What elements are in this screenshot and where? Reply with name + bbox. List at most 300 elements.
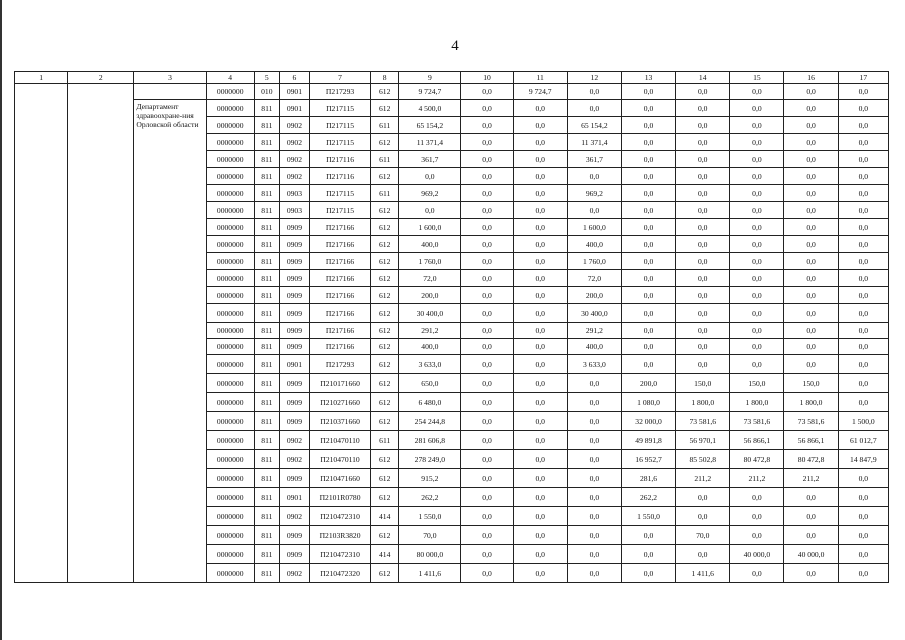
table-cell: 0,0 <box>784 253 838 270</box>
table-cell: 150,0 <box>730 374 784 393</box>
table-cell: 0,0 <box>676 545 730 564</box>
table-cell: 0,0 <box>730 270 784 287</box>
table-cell: 612 <box>371 134 399 151</box>
table-cell: 0,0 <box>676 323 730 339</box>
table-cell: 1 411,6 <box>399 564 461 583</box>
column-header: 9 <box>399 72 461 84</box>
table-cell: 0,0 <box>838 236 888 253</box>
table-cell: 4 500,0 <box>399 100 461 117</box>
table-cell: 0909 <box>279 393 309 412</box>
table-cell: 0,0 <box>461 488 513 507</box>
table-cell: 0,0 <box>461 545 513 564</box>
table-cell: П217166 <box>309 253 370 270</box>
table-cell: 0902 <box>279 431 309 450</box>
table-cell: 611 <box>371 185 399 202</box>
table-cell: 0000000 <box>206 84 254 100</box>
table-cell: 010 <box>254 84 279 100</box>
table-cell: 0000000 <box>206 185 254 202</box>
table-cell: П217293 <box>309 84 370 100</box>
table-cell: 0,0 <box>838 100 888 117</box>
table-cell: 811 <box>254 100 279 117</box>
table-cell: 0000000 <box>206 393 254 412</box>
table-cell: П2103R3820 <box>309 526 370 545</box>
table-cell: 0,0 <box>461 564 513 583</box>
table-cell: 811 <box>254 507 279 526</box>
table-cell: П2101R0780 <box>309 488 370 507</box>
table-cell: 0,0 <box>567 168 621 185</box>
col-2-cell <box>68 84 134 583</box>
table-cell: 40 000,0 <box>784 545 838 564</box>
table-cell: 0,0 <box>784 507 838 526</box>
table-cell: 72,0 <box>567 270 621 287</box>
table-cell: 811 <box>254 253 279 270</box>
table-cell: 0,0 <box>730 134 784 151</box>
table-cell: 0909 <box>279 219 309 236</box>
table-cell: П217115 <box>309 100 370 117</box>
table-cell: 0,0 <box>621 236 675 253</box>
table-cell: 0,0 <box>676 100 730 117</box>
table-cell: 612 <box>371 253 399 270</box>
table-cell: 0,0 <box>730 117 784 134</box>
table-cell: 262,2 <box>399 488 461 507</box>
table-cell: 0,0 <box>621 100 675 117</box>
table-cell: 612 <box>371 564 399 583</box>
table-cell: 400,0 <box>567 236 621 253</box>
table-cell: 0,0 <box>838 134 888 151</box>
table-cell: П217166 <box>309 270 370 287</box>
table-cell: 0,0 <box>513 185 567 202</box>
table-cell: 262,2 <box>621 488 675 507</box>
table-cell: 0,0 <box>461 393 513 412</box>
table-cell: 0,0 <box>567 488 621 507</box>
table-cell: 0,0 <box>838 526 888 545</box>
table-cell: 612 <box>371 168 399 185</box>
table-cell: 0,0 <box>784 287 838 304</box>
table-cell: 0,0 <box>567 507 621 526</box>
table-cell: 0,0 <box>399 168 461 185</box>
table-cell: 0,0 <box>730 100 784 117</box>
column-header: 4 <box>206 72 254 84</box>
table-cell: 0,0 <box>513 488 567 507</box>
table-cell: 0,0 <box>513 374 567 393</box>
table-cell: 40 000,0 <box>730 545 784 564</box>
table-cell: 0,0 <box>730 185 784 202</box>
table-cell: 3 633,0 <box>399 355 461 374</box>
table-cell: 1 550,0 <box>621 507 675 526</box>
table-cell: 0,0 <box>461 469 513 488</box>
table-cell: 0,0 <box>676 117 730 134</box>
table-cell: 0,0 <box>513 339 567 355</box>
table-cell: 0,0 <box>784 355 838 374</box>
column-header: 12 <box>567 72 621 84</box>
table-cell: 811 <box>254 526 279 545</box>
table-cell: 0,0 <box>838 202 888 219</box>
table-cell: 612 <box>371 236 399 253</box>
table-cell: 0,0 <box>838 564 888 583</box>
table-cell: 0,0 <box>461 304 513 323</box>
table-cell: 0,0 <box>513 564 567 583</box>
table-cell: 811 <box>254 564 279 583</box>
table-cell: 0,0 <box>784 526 838 545</box>
table-cell: 281,6 <box>621 469 675 488</box>
table-cell: 0,0 <box>784 219 838 236</box>
table-cell: 0,0 <box>513 100 567 117</box>
table-cell: П217166 <box>309 323 370 339</box>
table-cell: 281 606,8 <box>399 431 461 450</box>
table-cell: 0909 <box>279 323 309 339</box>
table-cell: 612 <box>371 355 399 374</box>
table-cell: 0,0 <box>676 84 730 100</box>
table-cell: 65 154,2 <box>399 117 461 134</box>
table-cell: 0,0 <box>838 304 888 323</box>
table-cell: 0000000 <box>206 339 254 355</box>
table-cell: 0,0 <box>621 526 675 545</box>
table-cell: 65 154,2 <box>567 117 621 134</box>
table-cell: П210471660 <box>309 469 370 488</box>
table-cell: 0000000 <box>206 431 254 450</box>
table-cell: 70,0 <box>399 526 461 545</box>
table-cell: 0,0 <box>784 304 838 323</box>
table-cell: 0,0 <box>513 412 567 431</box>
table-cell: 0,0 <box>567 84 621 100</box>
table-cell: 0,0 <box>461 253 513 270</box>
table-cell: 0909 <box>279 339 309 355</box>
table-cell: 0,0 <box>461 507 513 526</box>
table-cell: 0,0 <box>621 323 675 339</box>
table-cell: П217115 <box>309 117 370 134</box>
table-cell: 0,0 <box>461 355 513 374</box>
column-header: 13 <box>621 72 675 84</box>
table-cell: 61 012,7 <box>838 431 888 450</box>
table-cell: 0,0 <box>513 450 567 469</box>
table-cell: 150,0 <box>676 374 730 393</box>
table-cell: 0,0 <box>461 323 513 339</box>
table-cell: 1 600,0 <box>399 219 461 236</box>
table-cell: 0902 <box>279 507 309 526</box>
table-cell: 0,0 <box>838 253 888 270</box>
table-cell: 0000000 <box>206 374 254 393</box>
table-cell: 56 970,1 <box>676 431 730 450</box>
table-cell: 0,0 <box>621 270 675 287</box>
table-cell: 0,0 <box>784 323 838 339</box>
table-cell: 0,0 <box>784 168 838 185</box>
table-cell: 612 <box>371 374 399 393</box>
table-cell: 811 <box>254 202 279 219</box>
column-header: 17 <box>838 72 888 84</box>
table-cell: 414 <box>371 545 399 564</box>
table-cell: 0,0 <box>461 84 513 100</box>
table-cell: 1 760,0 <box>399 253 461 270</box>
table-cell: 0,0 <box>784 100 838 117</box>
table-cell: 612 <box>371 450 399 469</box>
column-header: 5 <box>254 72 279 84</box>
table-cell: 0,0 <box>461 287 513 304</box>
table-cell: П210171660 <box>309 374 370 393</box>
table-cell: 73 581,6 <box>730 412 784 431</box>
table-cell: 0,0 <box>730 488 784 507</box>
table-cell: 211,2 <box>784 469 838 488</box>
table-cell: 0,0 <box>621 253 675 270</box>
table-cell: 612 <box>371 287 399 304</box>
table-cell: П217115 <box>309 134 370 151</box>
table-cell: 650,0 <box>399 374 461 393</box>
table-cell: 0909 <box>279 270 309 287</box>
table-cell: 811 <box>254 134 279 151</box>
table-cell: 0,0 <box>730 339 784 355</box>
table-cell: 0,0 <box>676 185 730 202</box>
table-cell: 0,0 <box>567 374 621 393</box>
table-cell: 0902 <box>279 450 309 469</box>
table-cell: 0,0 <box>461 134 513 151</box>
table-cell: 0,0 <box>730 202 784 219</box>
table-cell: 612 <box>371 100 399 117</box>
table-cell: 0000000 <box>206 287 254 304</box>
table-cell: 0000000 <box>206 507 254 526</box>
table-cell: 612 <box>371 412 399 431</box>
table-cell: 0,0 <box>838 287 888 304</box>
table-cell: 0,0 <box>676 236 730 253</box>
table-cell: 0,0 <box>621 185 675 202</box>
table-cell: 0,0 <box>730 304 784 323</box>
table-cell: 0,0 <box>513 253 567 270</box>
table-cell: 0,0 <box>621 339 675 355</box>
table-cell: 0,0 <box>730 219 784 236</box>
table-cell: П217115 <box>309 202 370 219</box>
column-header: 7 <box>309 72 370 84</box>
column-header: 15 <box>730 72 784 84</box>
table-cell: 0,0 <box>676 202 730 219</box>
table-cell: 612 <box>371 270 399 287</box>
table-cell: 612 <box>371 488 399 507</box>
table-cell: 0,0 <box>513 431 567 450</box>
table-cell: 612 <box>371 304 399 323</box>
table-cell: 0,0 <box>621 545 675 564</box>
table-cell: 1 411,6 <box>676 564 730 583</box>
page-left-edge <box>0 0 2 640</box>
table-cell: 811 <box>254 151 279 168</box>
table-cell: 0,0 <box>461 202 513 219</box>
table-cell: 0000000 <box>206 564 254 583</box>
table-cell: 0,0 <box>567 564 621 583</box>
table-cell: 611 <box>371 431 399 450</box>
page-number: 4 <box>451 38 459 54</box>
table-cell: 811 <box>254 304 279 323</box>
table-cell: 811 <box>254 323 279 339</box>
table-cell: 0000000 <box>206 100 254 117</box>
table-cell: 0,0 <box>838 219 888 236</box>
table-cell: 0909 <box>279 526 309 545</box>
table-cell: 0000000 <box>206 253 254 270</box>
table-cell: 0,0 <box>513 393 567 412</box>
table-cell: 612 <box>371 469 399 488</box>
table-cell: 0000000 <box>206 134 254 151</box>
table-cell: 811 <box>254 236 279 253</box>
table-cell: 0,0 <box>676 270 730 287</box>
table-cell: П217166 <box>309 236 370 253</box>
table-cell: 0000000 <box>206 412 254 431</box>
table-cell: П217166 <box>309 304 370 323</box>
table-cell: 612 <box>371 526 399 545</box>
table-cell: 0,0 <box>461 450 513 469</box>
table-cell: 0,0 <box>621 117 675 134</box>
table-cell: 32 000,0 <box>621 412 675 431</box>
table-cell: 0,0 <box>513 323 567 339</box>
table-cell: 811 <box>254 185 279 202</box>
table-cell: 0,0 <box>676 339 730 355</box>
table-cell: 0,0 <box>676 168 730 185</box>
table-cell: 915,2 <box>399 469 461 488</box>
table-cell: П217116 <box>309 168 370 185</box>
table-cell: 0903 <box>279 185 309 202</box>
table-cell: 1 800,0 <box>676 393 730 412</box>
table-cell: 0000000 <box>206 355 254 374</box>
table-cell: 0,0 <box>784 564 838 583</box>
table-cell: 0,0 <box>730 151 784 168</box>
table-cell: 0,0 <box>784 270 838 287</box>
table-cell: 0,0 <box>461 412 513 431</box>
table-cell: 0901 <box>279 355 309 374</box>
table-cell: 0909 <box>279 253 309 270</box>
table-cell: 11 371,4 <box>399 134 461 151</box>
table-cell: 0,0 <box>621 304 675 323</box>
table-cell: 0,0 <box>676 304 730 323</box>
table-cell: 0,0 <box>513 270 567 287</box>
table-cell: П210470110 <box>309 431 370 450</box>
table-cell: 0,0 <box>676 253 730 270</box>
table-cell: 0909 <box>279 304 309 323</box>
table-cell: 0,0 <box>513 304 567 323</box>
table-cell: 1 800,0 <box>784 393 838 412</box>
table-cell: П210470110 <box>309 450 370 469</box>
table-cell: П217166 <box>309 287 370 304</box>
table-cell: 80 000,0 <box>399 545 461 564</box>
table-cell: 0,0 <box>838 507 888 526</box>
table-cell: 0,0 <box>513 151 567 168</box>
table-cell: 811 <box>254 287 279 304</box>
column-header: 6 <box>279 72 309 84</box>
table-cell: 1 500,0 <box>838 412 888 431</box>
table-cell: П210371660 <box>309 412 370 431</box>
table-cell: 0,0 <box>838 339 888 355</box>
table-cell: П217115 <box>309 185 370 202</box>
table-cell: 56 866,1 <box>730 431 784 450</box>
table-cell: 0902 <box>279 117 309 134</box>
table-cell: 0,0 <box>461 431 513 450</box>
table-cell: 0,0 <box>621 564 675 583</box>
table-cell: 400,0 <box>399 236 461 253</box>
table-cell: 0,0 <box>730 323 784 339</box>
table-cell: 612 <box>371 323 399 339</box>
table-cell: 0,0 <box>567 469 621 488</box>
table-cell: 0909 <box>279 545 309 564</box>
table-cell: 0000000 <box>206 450 254 469</box>
table-cell: 0,0 <box>784 84 838 100</box>
table-cell: 0902 <box>279 134 309 151</box>
table-cell: 0,0 <box>461 270 513 287</box>
column-header: 11 <box>513 72 567 84</box>
table-cell: 291,2 <box>567 323 621 339</box>
table-cell: 0,0 <box>461 339 513 355</box>
table-cell: 611 <box>371 151 399 168</box>
table-cell: 0,0 <box>784 236 838 253</box>
table-cell: 0,0 <box>621 168 675 185</box>
table-cell: 0,0 <box>461 117 513 134</box>
table-cell: 0,0 <box>838 374 888 393</box>
table-cell: 30 400,0 <box>399 304 461 323</box>
table-cell: 16 952,7 <box>621 450 675 469</box>
table-cell: 85 502,8 <box>676 450 730 469</box>
table-cell: 0909 <box>279 469 309 488</box>
table-cell: П217166 <box>309 339 370 355</box>
table-cell: 0,0 <box>399 202 461 219</box>
table-cell: 49 891,8 <box>621 431 675 450</box>
table-cell: 811 <box>254 219 279 236</box>
table-cell: 0,0 <box>461 236 513 253</box>
table-cell: 211,2 <box>676 469 730 488</box>
table-cell: 0000000 <box>206 526 254 545</box>
table-cell: 0000000 <box>206 219 254 236</box>
table-cell: 0,0 <box>513 507 567 526</box>
table-cell: 811 <box>254 374 279 393</box>
table-cell: 0,0 <box>513 526 567 545</box>
table-cell: 811 <box>254 431 279 450</box>
table-cell: 0,0 <box>567 100 621 117</box>
table-cell: 0,0 <box>461 219 513 236</box>
table-cell: 0,0 <box>730 287 784 304</box>
table-cell: 0,0 <box>513 168 567 185</box>
table-cell: 0,0 <box>567 450 621 469</box>
table-cell: 0,0 <box>838 117 888 134</box>
budget-table <box>14 71 889 583</box>
table-cell: 0,0 <box>838 270 888 287</box>
table-cell: 0,0 <box>621 355 675 374</box>
table-cell: 80 472,8 <box>784 450 838 469</box>
table-cell: 400,0 <box>399 339 461 355</box>
table-cell: 0,0 <box>784 134 838 151</box>
table-cell: 0000000 <box>206 202 254 219</box>
table-cell: 0,0 <box>461 100 513 117</box>
table-cell: 0,0 <box>621 219 675 236</box>
table-cell: 0,0 <box>513 236 567 253</box>
table-cell: 0000000 <box>206 545 254 564</box>
column-header: 10 <box>461 72 513 84</box>
table-cell: 361,7 <box>567 151 621 168</box>
table-cell: 0000000 <box>206 304 254 323</box>
table-cell: 0,0 <box>513 202 567 219</box>
table-cell: 0,0 <box>513 545 567 564</box>
table-cell: 0,0 <box>461 151 513 168</box>
table-cell: 9 724,7 <box>399 84 461 100</box>
table-cell: 200,0 <box>621 374 675 393</box>
table-cell: 11 371,4 <box>567 134 621 151</box>
table-cell: П217116 <box>309 151 370 168</box>
table-cell: 811 <box>254 450 279 469</box>
table-cell: 211,2 <box>730 469 784 488</box>
column-header: 2 <box>68 72 134 84</box>
column-header: 3 <box>134 72 206 84</box>
table-cell: 0,0 <box>730 526 784 545</box>
table-cell: 9 724,7 <box>513 84 567 100</box>
table-cell: 400,0 <box>567 339 621 355</box>
table-cell: 0000000 <box>206 236 254 253</box>
table-cell: 0,0 <box>513 355 567 374</box>
table-cell: 0,0 <box>730 253 784 270</box>
table-cell: 0,0 <box>676 134 730 151</box>
table-cell: П210472310 <box>309 545 370 564</box>
table-cell: 811 <box>254 355 279 374</box>
table-cell: 0,0 <box>676 219 730 236</box>
table-cell: П210472310 <box>309 507 370 526</box>
